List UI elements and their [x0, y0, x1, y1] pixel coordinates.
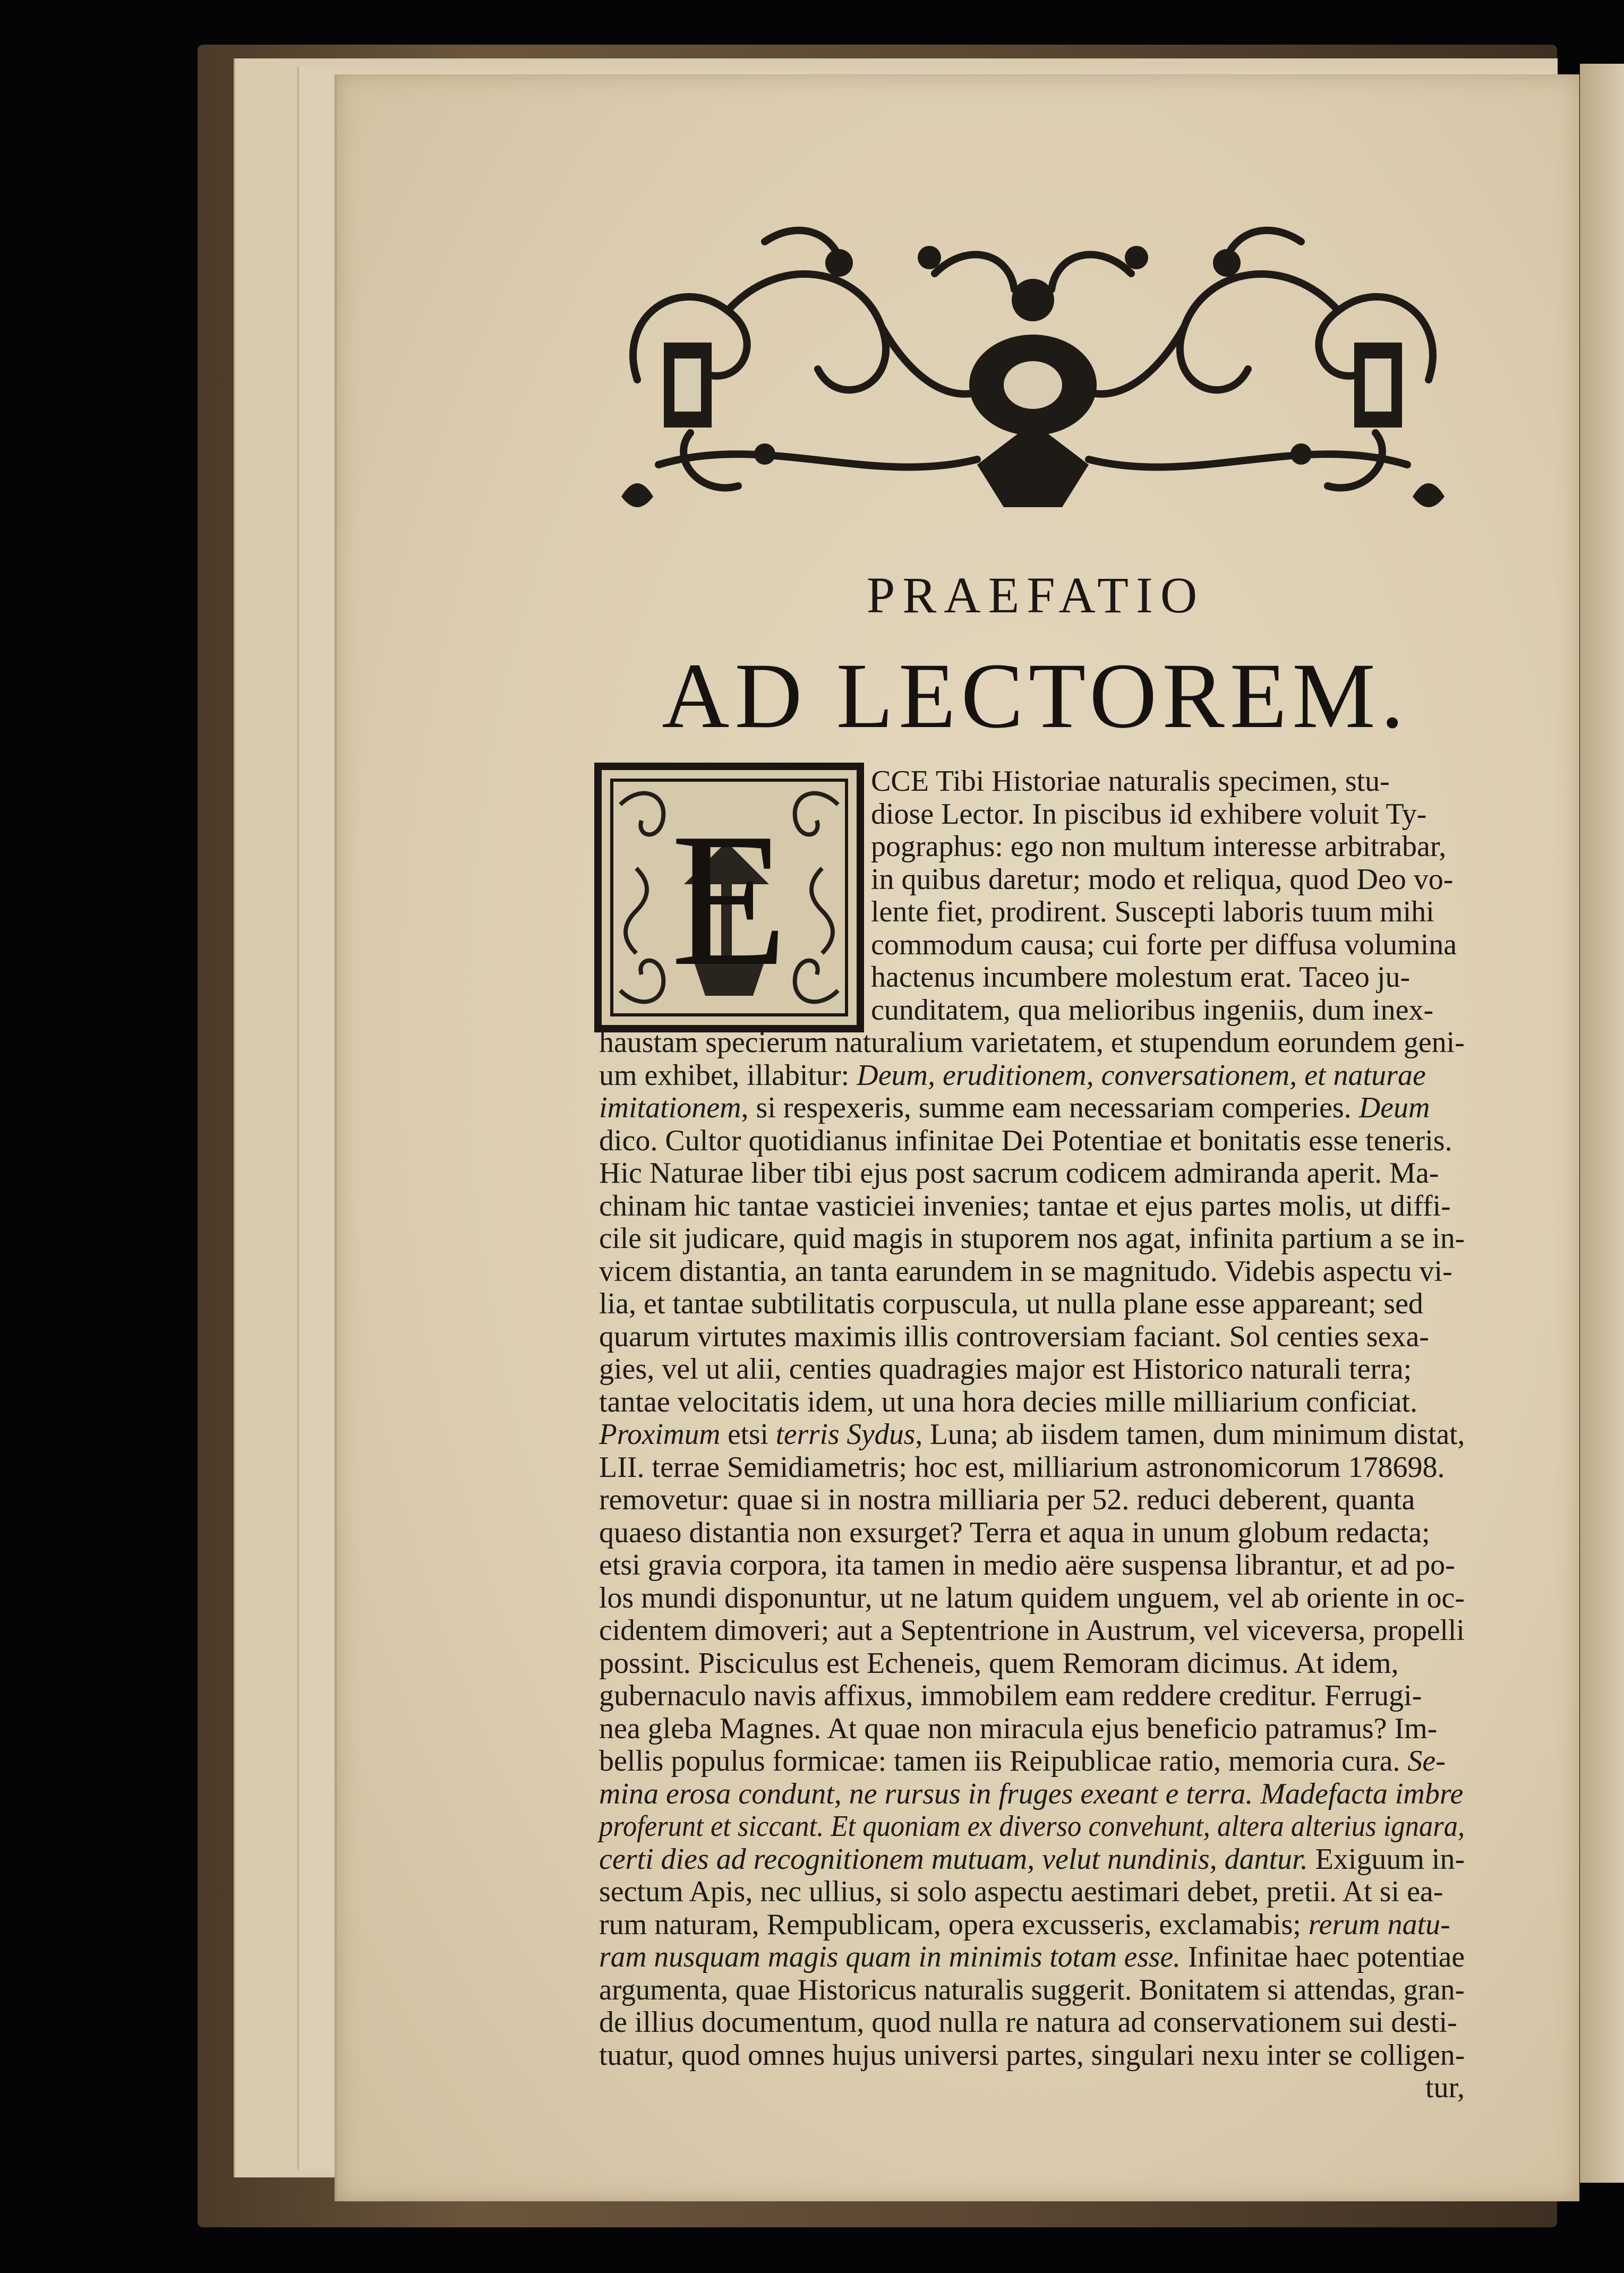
text-line [599, 1353, 1465, 1386]
text-run: ram nusquam magis quam in minimis totam esse. [599, 1941, 1181, 1973]
facing-page-edge [1580, 64, 1624, 2183]
text-line [599, 1875, 1465, 1908]
text-run: CCE Tibi Historiae naturalis specimen, stu- [871, 765, 1390, 798]
text-run: gies, vel ut alii, centies quadragies major est Historico naturali terra; [599, 1353, 1412, 1386]
text-run: Deum, eruditionem, conversationem, et naturae [857, 1058, 1426, 1092]
text-line [871, 928, 1465, 961]
text-line [599, 1778, 1465, 1810]
text-line [599, 1287, 1465, 1320]
text-line [599, 1810, 1465, 1843]
text-run: LII. terrae Semidiametris; hoc est, milliarium astronomicorum 178698. [599, 1450, 1445, 1484]
text-line [599, 1157, 1465, 1190]
text-run: removetur: quae si in nostra milliaria per 52. reduci deberent, quanta [599, 1483, 1415, 1516]
text-line [599, 1941, 1465, 1973]
text-run: cile sit judicare, quid magis in stuporem nos agat, infinita partium a se in- [599, 1222, 1465, 1255]
text-run: lia, et tantae subtilitatis corpuscula, ut nulla plane esse appareant; sed [599, 1287, 1423, 1320]
text-line [599, 1516, 1465, 1549]
text-line [599, 2071, 1465, 2104]
text-run: quarum virtutes maximis illis controversiam faciant. Sol centies sexa- [599, 1320, 1429, 1353]
text-run: Infinitae haec potentiae [1181, 1941, 1465, 1973]
text-run: hactenus incumbere molestum erat. Taceo ju- [871, 961, 1411, 994]
text-run: in quibus daretur; modo et reliqua, quod Deo vo- [871, 862, 1454, 896]
text-run: Hic Naturae liber tibi ejus post sacrum codicem admiranda aperit. Ma- [599, 1157, 1439, 1190]
text-run: , si respexeris, summe eam necessariam comperies. [741, 1091, 1359, 1124]
text-line [599, 1908, 1465, 1941]
text-line [599, 1679, 1465, 1712]
text-run: Proximum [599, 1418, 721, 1451]
text-run: Exiguum in- [1307, 1842, 1465, 1876]
text-run: rerum natu- [1308, 1908, 1450, 1941]
text-line [599, 1712, 1465, 1745]
text-line [599, 1451, 1465, 1484]
text-run: tuatur, quod omnes hujus universi partes, singulari nexu inter se colligen- [599, 2038, 1465, 2072]
text-run: possint. Pisciculus est Echeneis, quem Remoram dicimus. At idem, [599, 1646, 1399, 1680]
heading-ad-lectorem: AD LECTOREM. [662, 644, 1409, 748]
text-run: sectum Apis, nec ullius, si solo aspectu aestimari debet, pretii. At si ea- [599, 1875, 1443, 1908]
text-line [599, 1483, 1465, 1516]
text-line [599, 1386, 1465, 1419]
text-run: tur, [1425, 2071, 1465, 2104]
text-run: dico. Cultor quotidianus infinitae Dei Potentiae et bonitatis esse teneris. [599, 1124, 1452, 1157]
text-run: lente fiet, prodirent. Suscepti laboris tuum mihi [871, 895, 1434, 928]
text-run: los mundi disponuntur, ut ne latum quidem unguem, vel ab oriente in oc- [599, 1581, 1465, 1614]
text-line [599, 1124, 1465, 1157]
text-run: commodum causa; cui forte per diffusa volumina [871, 928, 1457, 961]
text-run: terris Sydus [775, 1418, 916, 1451]
text-run: um exhibet, illabitur: [599, 1058, 857, 1092]
text-line [599, 1091, 1465, 1124]
text-run: etsi gravia corpora, ita tamen in medio aëre suspensa librantur, et ad po- [599, 1549, 1455, 1582]
text-line [599, 1614, 1465, 1647]
text-line [599, 1222, 1465, 1255]
text-line [871, 994, 1465, 1027]
text-line [871, 765, 1465, 798]
text-line [599, 1418, 1465, 1451]
text-line [871, 863, 1465, 896]
text-run: tantae velocitatis idem, ut una hora decies mille milliarium conficiat. [599, 1385, 1418, 1419]
text-run: de illius documentum, quod nulla re natura ad conservationem sui desti- [599, 2006, 1457, 2039]
text-line [599, 1320, 1465, 1353]
text-run: Se- [1407, 1745, 1446, 1778]
text-run: mina erosa condunt, ne rursus in fruges exeant e terra. Madefacta imbre [599, 1777, 1464, 1810]
text-run: diose Lector. In piscibus id exhibere voluit Ty- [871, 797, 1427, 831]
text-line [871, 830, 1465, 863]
text-run: pographus: ego non multum interesse arbitrabar, [871, 830, 1447, 863]
text-line [599, 1026, 1465, 1059]
text-run: chinam hic tantae vasticiei invenies; tantae et ejus partes molis, ut diffi- [599, 1189, 1451, 1223]
text-run: rum naturam, Rempublicam, opera excusseris, exclamabis; [599, 1908, 1309, 1941]
text-run: bellis populus formicae: tamen iis Reipublicae ratio, memoria cura. [599, 1745, 1408, 1778]
text-line [871, 798, 1465, 831]
text-line [599, 1190, 1465, 1223]
text-run: imitationem [599, 1091, 741, 1124]
text-line [599, 1059, 1465, 1092]
text-line [871, 961, 1465, 994]
text-run: Deum [1358, 1091, 1430, 1124]
text-run: argumenta, quae Historicus naturalis suggerit. Bonitatem si attendas, gran- [599, 1973, 1465, 2006]
text-line [599, 1647, 1465, 1680]
text-run: etsi [720, 1418, 776, 1451]
text-line [871, 895, 1465, 928]
text-line [599, 1973, 1465, 2006]
decorated-initial-icon [594, 762, 865, 1033]
text-run: gubernaculo navis affixus, immobilem eam reddere creditur. Ferrugi- [599, 1679, 1422, 1712]
ornament-headpiece-icon [605, 210, 1460, 523]
text-run: , Luna; ab iisdem tamen, dum minimum distat, [915, 1418, 1465, 1451]
text-line [599, 1549, 1465, 1582]
text-line [599, 1582, 1465, 1614]
heading-praefatio: PRAEFATIO [866, 567, 1205, 623]
initial-letter: E [671, 793, 788, 1005]
text-run: proferunt et siccant. Et quoniam ex diverso convehunt, altera alterius ignara, [599, 1810, 1465, 1843]
text-run: vicem distantia, an tanta earundem in se magnitudo. Videbis aspectu vi- [599, 1254, 1452, 1288]
text-line [599, 2006, 1465, 2039]
text-line [599, 1843, 1465, 1876]
text-line [599, 2039, 1465, 2072]
text-run: quaeso distantia non exsurget? Terra et aqua in unum globum redacta; [599, 1516, 1430, 1549]
text-line [599, 1745, 1465, 1778]
text-line [599, 1255, 1465, 1288]
text-run: cunditatem, qua melioribus ingeniis, dum inex- [871, 993, 1434, 1027]
text-run: nea gleba Magnes. At quae non miracula ejus beneficio patramus? Im- [599, 1712, 1438, 1745]
text-run: haustam specierum naturalium varietatem, et stupendum eorundem geni- [599, 1026, 1465, 1059]
text-run: cidentem dimoveri; aut a Septentrione in Austrum, vel viceversa, propelli [599, 1614, 1465, 1647]
text-run: certi dies ad recognitionem mutuam, velut nundinis, dantur. [599, 1842, 1308, 1876]
